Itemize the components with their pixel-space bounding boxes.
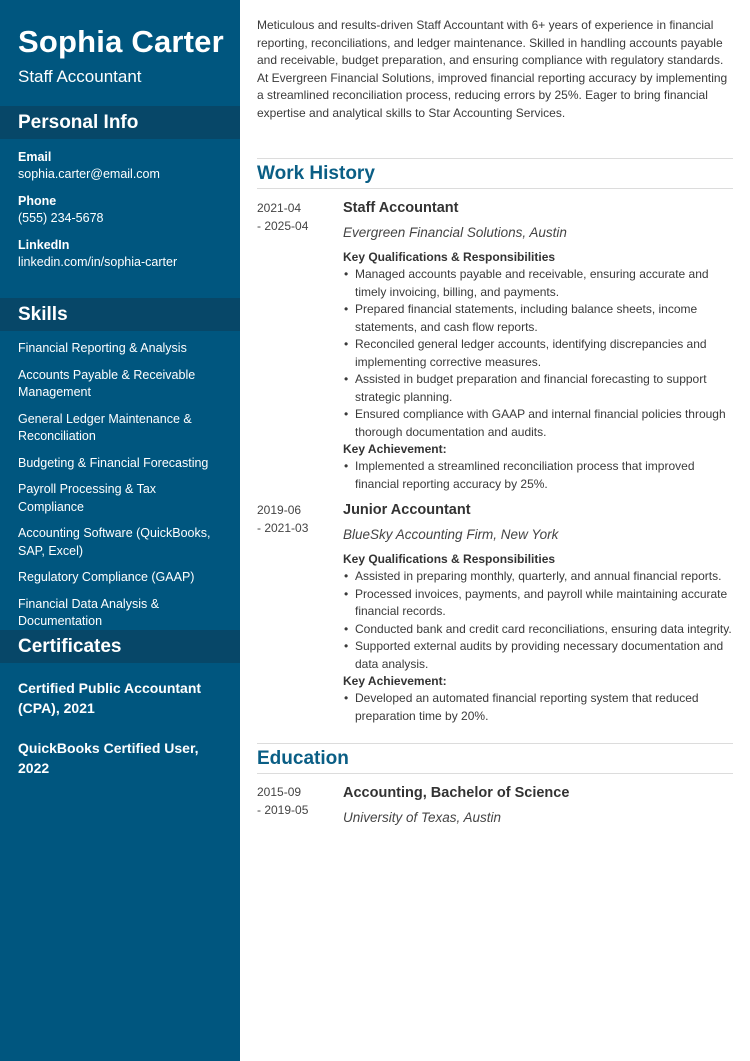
job-title: Staff Accountant bbox=[343, 200, 459, 216]
certificates-heading: Certificates bbox=[0, 630, 240, 663]
school: University of Texas, Austin bbox=[343, 810, 502, 825]
linkedin-label: LinkedIn bbox=[18, 238, 70, 252]
job-dates bbox=[257, 501, 337, 537]
phone-label: Phone bbox=[18, 194, 57, 208]
phone-block bbox=[18, 193, 103, 227]
job-start-date: 2019-06 bbox=[257, 503, 302, 517]
divider bbox=[257, 773, 733, 774]
skill-item: Regulatory Compliance (GAAP) bbox=[18, 570, 195, 584]
responsibility-item: • Reconciled general ledger accounts, identifying discrepancies and implementing corrective measures. bbox=[343, 336, 735, 371]
degree: Accounting, Bachelor of Science bbox=[343, 785, 570, 801]
linkedin-block bbox=[18, 237, 177, 271]
responsibility-item: • Conducted bank and credit card reconciliations, ensuring data integrity. bbox=[343, 621, 735, 639]
job-entry bbox=[343, 199, 735, 493]
job-end-date: - 2025-04 bbox=[257, 219, 309, 233]
candidate-role: Staff Accountant bbox=[18, 67, 142, 86]
personal-info-heading: Personal Info bbox=[0, 106, 240, 139]
skill-item: Accounting Software (QuickBooks, SAP, Excel) bbox=[18, 526, 211, 558]
responsibilities-list bbox=[343, 568, 735, 673]
certificates-list bbox=[18, 678, 228, 798]
achievement-item: • Implemented a streamlined reconciliation process that improved financial reporting accuracy by 25%. bbox=[343, 458, 735, 493]
divider bbox=[257, 158, 733, 159]
education-heading: Education bbox=[257, 748, 349, 769]
responsibilities-heading: Key Qualifications & Responsibilities bbox=[343, 552, 556, 566]
skill-item: Payroll Processing & Tax Compliance bbox=[18, 482, 157, 514]
education-start-date: 2015-09 bbox=[257, 785, 302, 799]
certificate-item: Certified Public Accountant (CPA), 2021 bbox=[18, 680, 202, 716]
achievement-item: • Developed an automated financial reporting system that reduced preparation time by 20%. bbox=[343, 690, 735, 725]
achievement-list bbox=[343, 690, 735, 725]
skill-item: Accounts Payable & Receivable Management bbox=[18, 367, 196, 399]
candidate-name: Sophia Carter bbox=[18, 24, 224, 59]
divider bbox=[257, 188, 733, 189]
certificate-item: QuickBooks Certified User, 2022 bbox=[18, 740, 199, 776]
skill-item: Budgeting & Financial Forecasting bbox=[18, 455, 209, 470]
responsibility-item: • Prepared financial statements, including balance sheets, income statements, and cash flow reports. bbox=[343, 301, 735, 336]
skills-heading: Skills bbox=[0, 298, 240, 331]
sidebar bbox=[0, 0, 240, 1061]
responsibility-item: • Processed invoices, payments, and payroll while maintaining accurate financial records. bbox=[343, 586, 735, 621]
professional-summary: Meticulous and results-driven Staff Accountant with 6+ years of experience in financial reporting, reconciliations, and ledger maintenance. Skilled in handling accounts payable and receivable, budget preparation, and ensuring compliance with regulatory standards. At Evergreen Financial Solutions, improved financial reporting accuracy by implementing a streamlined reconciliation process, reducing errors by 25%. Eager to bring financial expertise and analytical skills to Star Accounting Services. bbox=[257, 18, 728, 120]
responsibilities-list bbox=[343, 266, 735, 441]
responsibility-item: • Managed accounts payable and receivable, ensuring accurate and timely invoicing, billing, and payments. bbox=[343, 266, 735, 301]
responsibility-item: • Assisted in budget preparation and financial forecasting to support strategic planning. bbox=[343, 371, 735, 406]
phone-value[interactable]: (555) 234-5678 bbox=[18, 211, 104, 225]
email-value[interactable]: sophia.carter@email.com bbox=[18, 167, 160, 181]
divider bbox=[257, 743, 733, 744]
education-end-date: - 2019-05 bbox=[257, 803, 309, 817]
job-employer: BlueSky Accounting Firm, New York bbox=[343, 527, 559, 542]
job-employer: Evergreen Financial Solutions, Austin bbox=[343, 225, 567, 240]
work-history-heading: Work History bbox=[257, 163, 375, 184]
job-start-date: 2021-04 bbox=[257, 201, 302, 215]
linkedin-value[interactable]: linkedin.com/in/sophia-carter bbox=[18, 255, 178, 269]
achievement-list bbox=[343, 458, 735, 493]
skills-list bbox=[18, 340, 223, 640]
job-title: Junior Accountant bbox=[343, 502, 471, 518]
achievement-heading: Key Achievement: bbox=[343, 442, 447, 456]
education-entry bbox=[343, 784, 735, 827]
responsibility-item: • Supported external audits by providing necessary documentation and data analysis. bbox=[343, 638, 735, 673]
skill-item: Financial Data Analysis & Documentation bbox=[18, 596, 160, 628]
responsibilities-heading: Key Qualifications & Responsibilities bbox=[343, 250, 556, 264]
skill-item: General Ledger Maintenance & Reconciliation bbox=[18, 411, 192, 443]
job-dates bbox=[257, 199, 337, 235]
job-entry bbox=[343, 501, 735, 725]
skill-item: Financial Reporting & Analysis bbox=[18, 341, 187, 355]
responsibility-item: • Assisted in preparing monthly, quarterly, and annual financial reports. bbox=[343, 568, 735, 586]
email-label: Email bbox=[18, 150, 52, 164]
email-block bbox=[18, 149, 160, 183]
achievement-heading: Key Achievement: bbox=[343, 674, 447, 688]
job-end-date: - 2021-03 bbox=[257, 521, 309, 535]
education-dates bbox=[257, 783, 337, 819]
responsibility-item: • Ensured compliance with GAAP and internal financial policies through thorough documentation and audits. bbox=[343, 406, 735, 441]
